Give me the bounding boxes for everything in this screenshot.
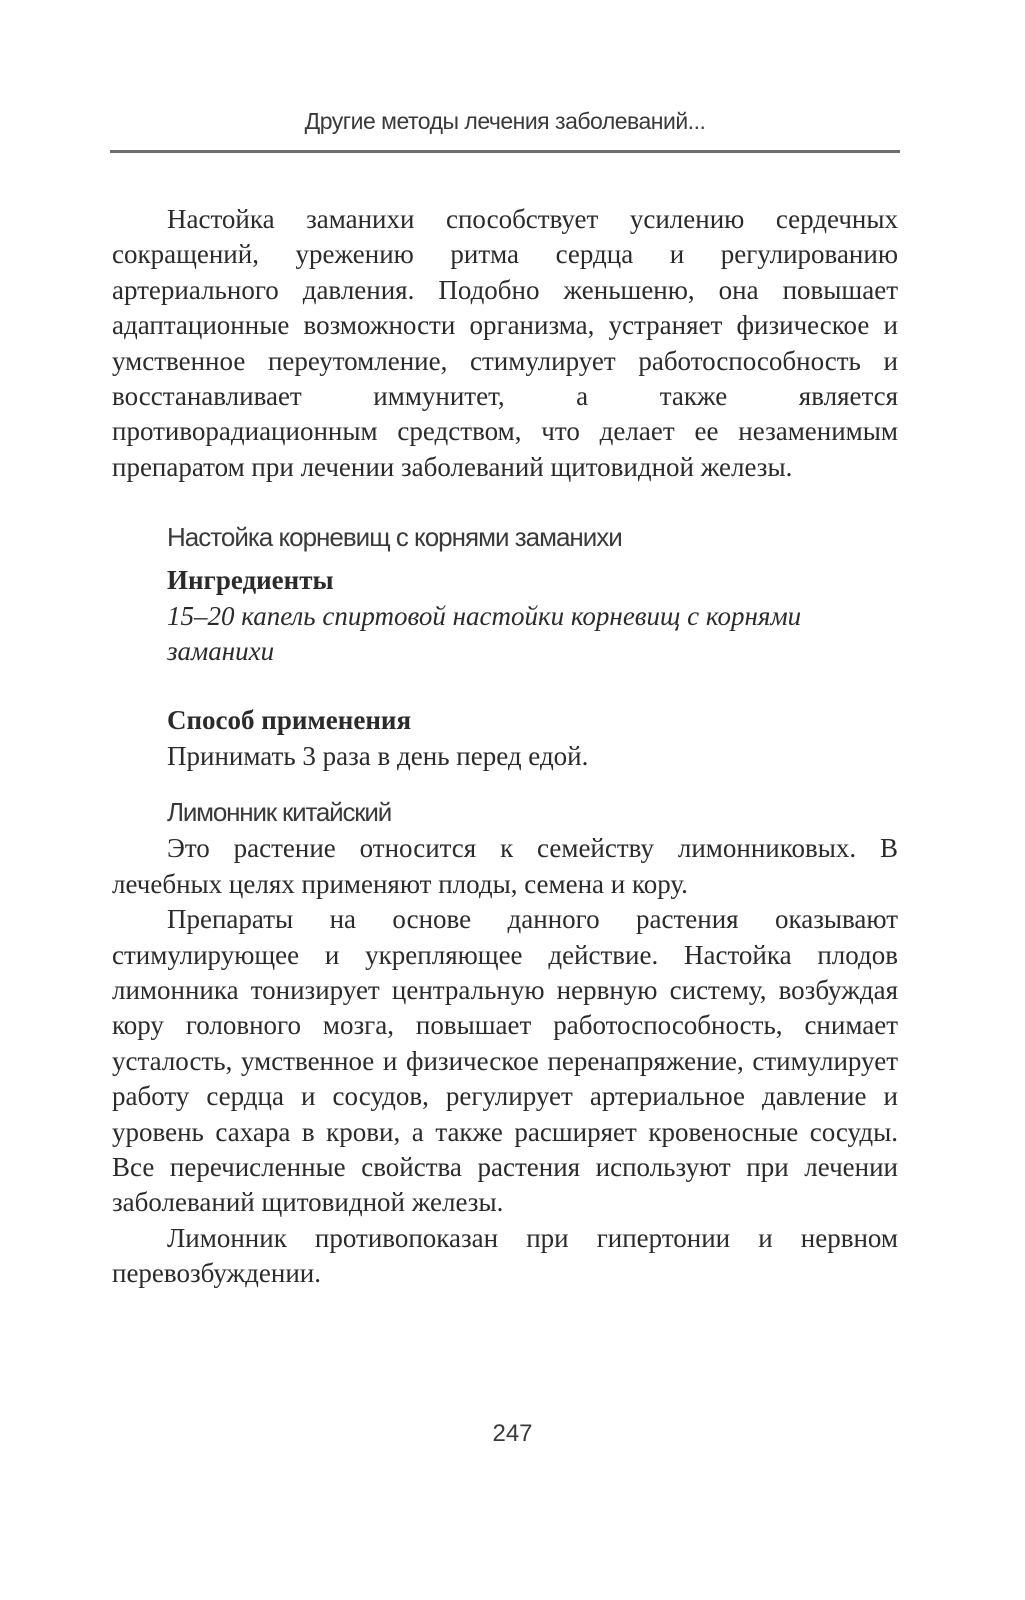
intro-paragraph: Настойка заманихи способствует усилению сердечных сокращений, урежению ритма сердца и регулированию артериального давления. Подобно женьшеню, она повышает адаптационные возможности организма, устраняет физическое и умственное переутомление, стимулирует работоспособность и восстанавливает иммунитет, а также является противорадиационным средством, что делает ее незаменимым препаратом при лечении заболеваний щитовидной железы. [112,204,898,482]
method-text: Принимать 3 раза в день перед едой. [167,740,589,771]
header-rule [110,150,900,153]
section-paragraph-2: Препараты на основе данного растения оказывают стимулирующее и укрепляющее действие. Настойка плодов лимонника тонизирует центральную нервную систему, возбуждая кору головного мозга, повышает работоспособность, снимает усталость, умственное и физическое перенапряжение, стимулирует работу сердца и сосудов, регулирует артериальное давление и уровень сахара в крови, а также расширяет кровеносные сосуды. Все перечисленные свойства растения используют при лечении заболеваний щитовидной железы. [112,904,898,1218]
section-paragraph-1: Это растение относится к семейству лимонниковых. В лечебных целях применяют плоды, семена и кору. [112,833,898,899]
ingredients-text: 15–20 капель спиртовой настойки корневищ с корнями заманихи [167,600,802,667]
page-body [112,202,898,1292]
ingredients-heading: Ингредиенты [167,565,334,596]
method-heading: Способ применения [167,705,412,736]
recipe-block [112,521,898,774]
recipe-title: Настойка корневищ с корнями заманихи [167,522,622,553]
section-title: Лимонник китайский [167,797,392,828]
page-number: 247 [492,1420,533,1447]
running-head: Другие методы лечения заболеваний... [304,108,706,134]
section-paragraph-3: Лимонник противопоказан при гипертонии и нервном перевозбуждении. [112,1222,898,1289]
